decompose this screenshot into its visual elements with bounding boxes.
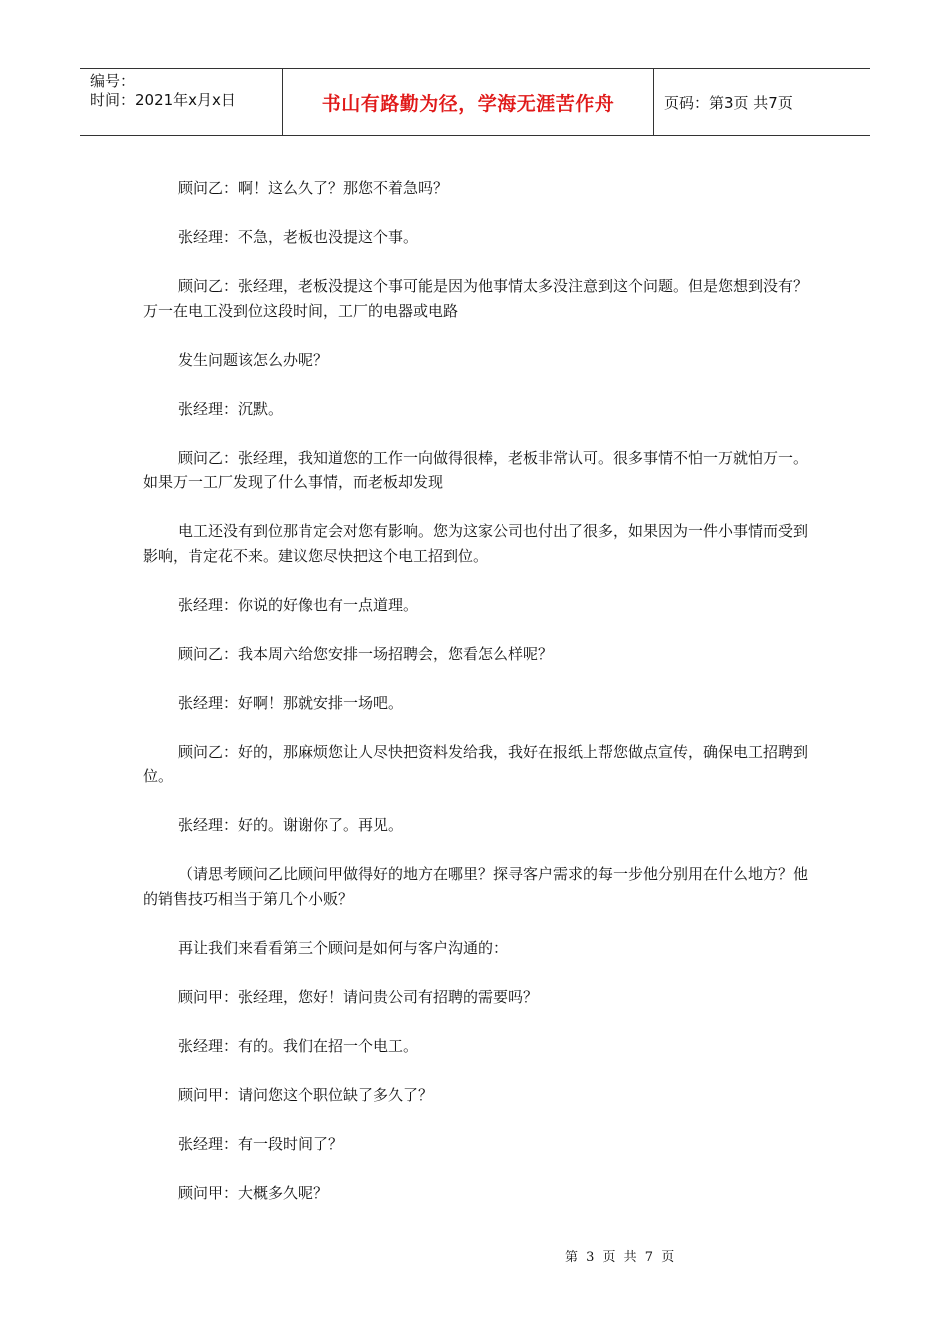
paragraph: 张经理：沉默。 — [178, 399, 284, 418]
paragraph: 顾问乙：啊！这么久了？那您不着急吗？ — [178, 179, 449, 197]
document-number: 编号： — [90, 72, 136, 90]
header-motto: 书山有路勤为径，学海无涯苦作舟 — [321, 92, 615, 115]
document-date: 时间：2021年x月x日 — [90, 91, 236, 109]
header-page-number: 页码：第3页 共7页 — [664, 93, 793, 112]
paragraph: 顾问乙：张经理，我知道您的工作一向做得很棒，老板非常认可。很多事情不怕一万就怕万一。如果万一工厂发现了什么事情，而老板却发现 — [143, 448, 809, 491]
header-motto-cell — [282, 69, 654, 135]
paragraph: 张经理：你说的好像也有一点道理。 — [178, 595, 419, 614]
paragraph: 顾问乙：张经理，老板没提这个事可能是因为他事情太多没注意到这个问题。但是您想到没有？万一在电工没到位这段时间，工厂的电器或电路 — [143, 277, 809, 320]
paragraph: 张经理：好啊！那就安排一场吧。 — [178, 693, 404, 712]
page-footer — [0, 1246, 950, 1265]
paragraph: 顾问甲：张经理，您好！请问贵公司有招聘的需要吗？ — [178, 987, 539, 1006]
paragraph: 再让我们来看看第三个顾问是如何与客户沟通的： — [178, 938, 509, 957]
paragraph: 张经理：有的。我们在招一个电工。 — [178, 1036, 419, 1055]
paragraph: 张经理：不急，老板也没提这个事。 — [178, 228, 419, 246]
paragraph: 发生问题该怎么办呢？ — [178, 350, 329, 369]
paragraph: 顾问乙：好的，那麻烦您让人尽快把资料发给我，我好在报纸上帮您做点宣传，确保电工招聘到位。 — [143, 742, 809, 785]
paragraph: 顾问甲：请问您这个职位缺了多久了？ — [178, 1085, 434, 1104]
header-info — [80, 69, 282, 135]
header-page-cell — [654, 69, 870, 135]
paragraph: （请思考顾问乙比顾问甲做得好的地方在哪里？探寻客户需求的每一步他分别用在什么地方？他的销售技巧相当于第几个小贩？ — [143, 865, 809, 908]
document-body — [143, 176, 808, 1230]
paragraph: 电工还没有到位那肯定会对您有影响。您为这家公司也付出了很多，如果因为一件小事情而受到影响，肯定花不来。建议您尽快把这个电工招到位。 — [143, 522, 809, 565]
paragraph: 顾问乙：我本周六给您安排一场招聘会，您看怎么样呢？ — [178, 644, 554, 663]
paragraph: 张经理：好的。谢谢你了。再见。 — [178, 816, 404, 834]
paragraph: 顾问甲：大概多久呢？ — [178, 1183, 329, 1202]
footer-page-number: 第 3 页 共 7 页 — [565, 1250, 677, 1265]
paragraph: 张经理：有一段时间了？ — [178, 1134, 344, 1153]
page-header — [80, 68, 870, 136]
